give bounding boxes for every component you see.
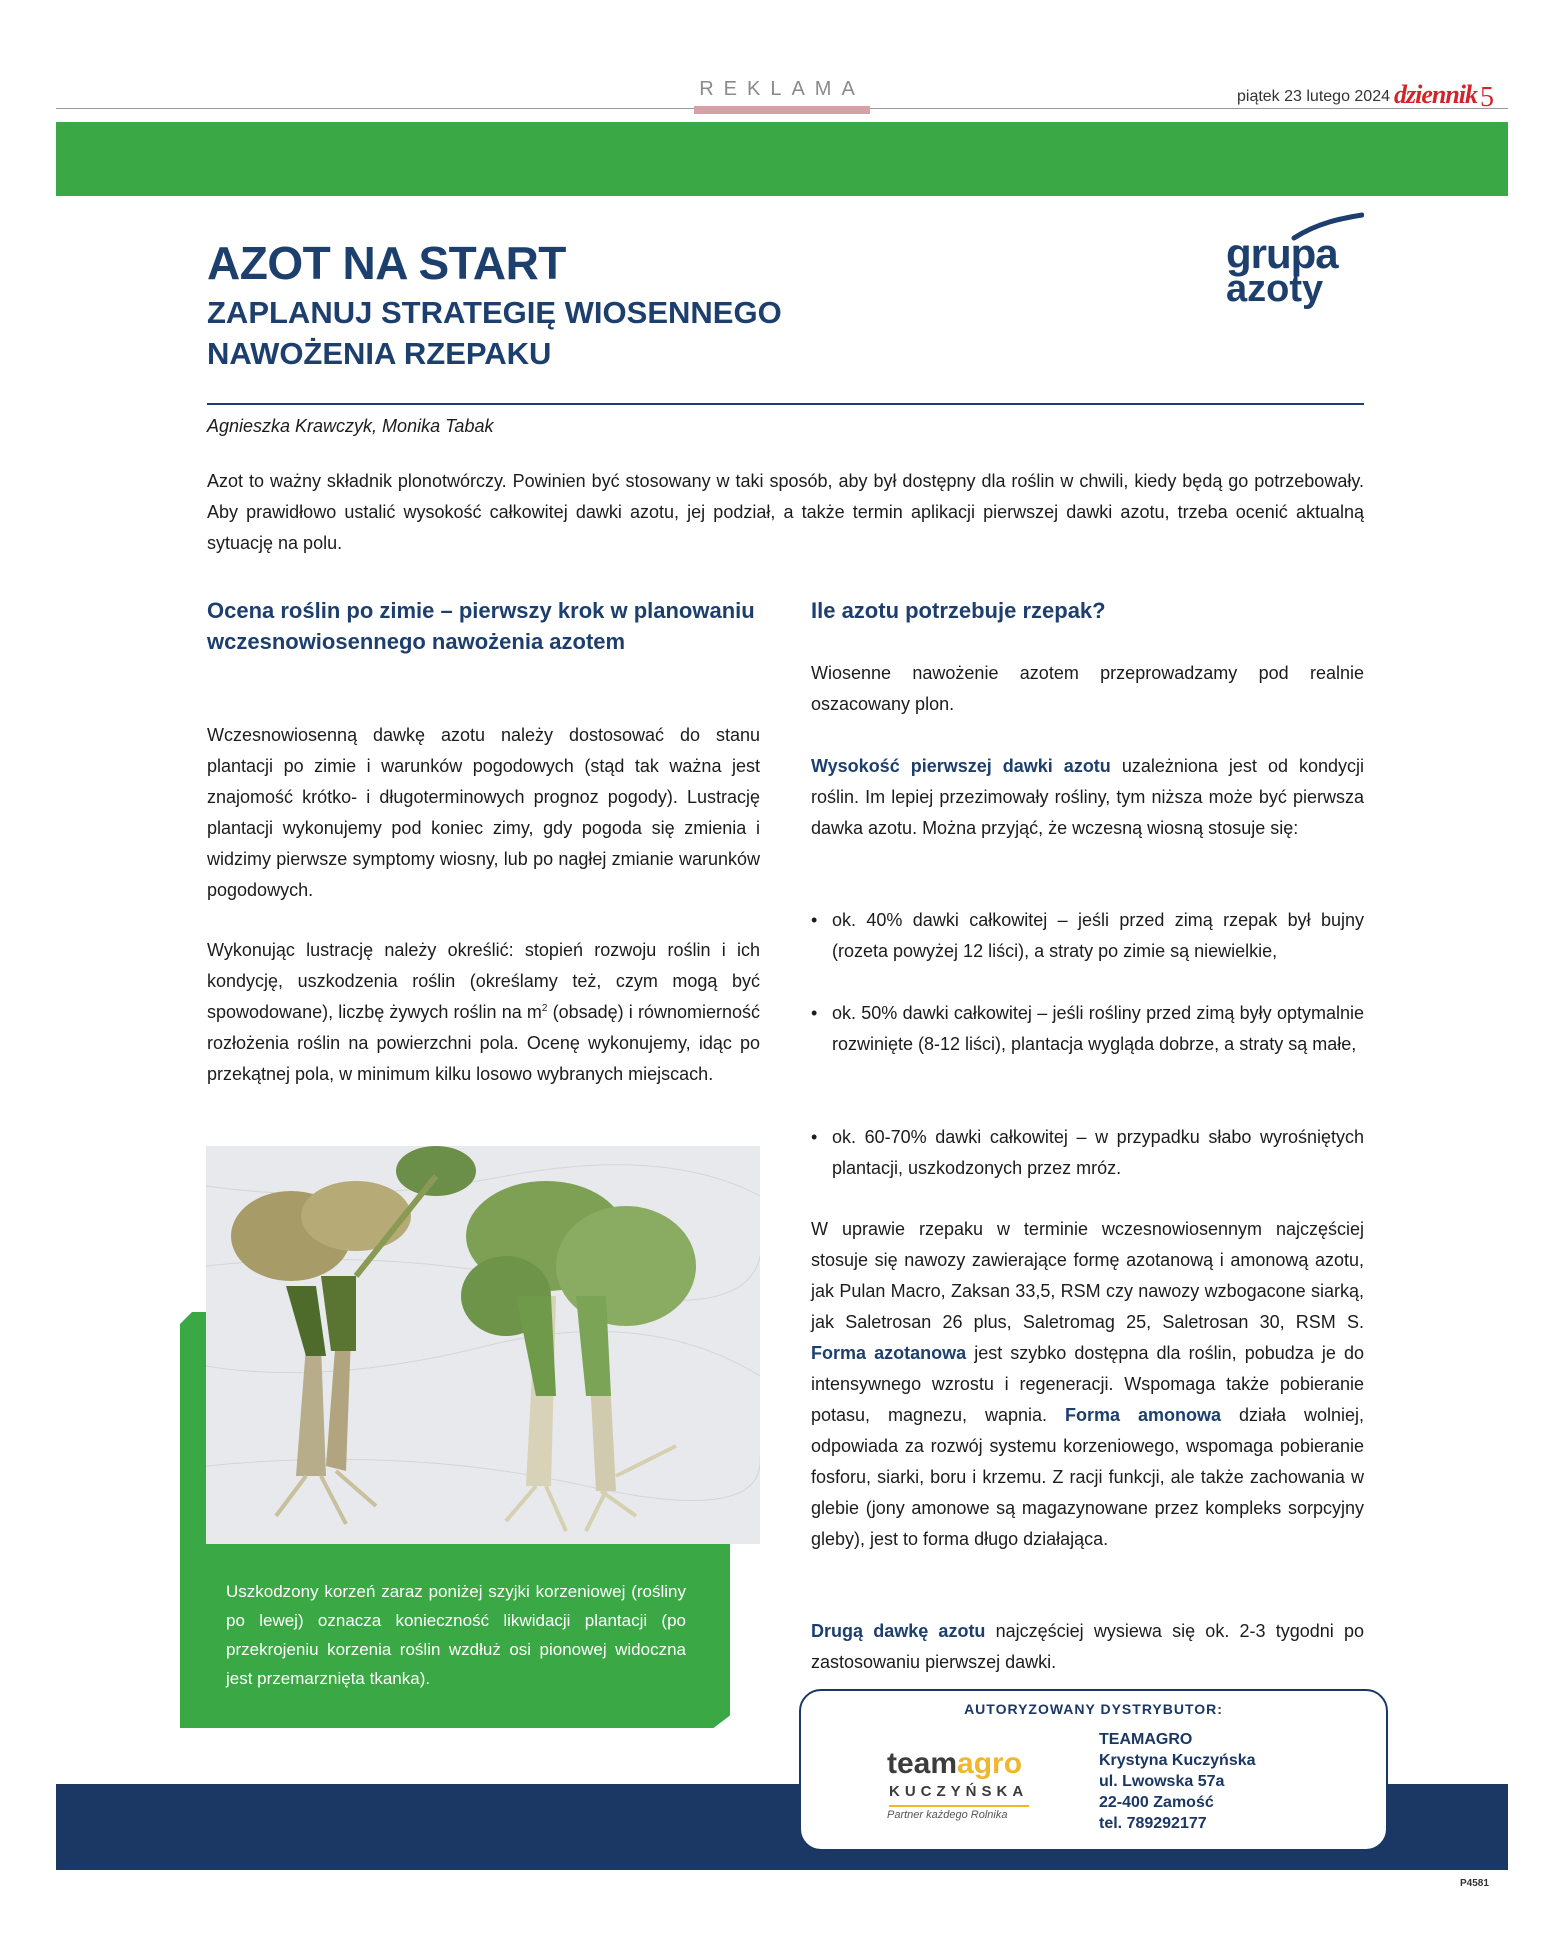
green-banner <box>56 122 1508 196</box>
bullet-dot: • <box>811 1003 818 1023</box>
logo-rule <box>889 1805 1029 1807</box>
p3-text-a: W uprawie rzepaku w terminie wczesnowiosennym najczęściej stosuje się nawozy zawierające formę azotanową i amonową azotu, jak Pulan Macro, Zaksan 33,5, RSM czy nawozy wzbogacone siarką, jak Saletrosan 26 plus, Saletromag 25, Saletrosan 30, RSM S. <box>811 1219 1364 1332</box>
right-paragraph-3 <box>811 1214 1364 1555</box>
ad-code: P4581 <box>1460 1878 1489 1889</box>
logo-text-grupa: grupa <box>1226 230 1338 277</box>
distributor-title: AUTORYZOWANY DYSTRYBUTOR: <box>964 1701 1223 1717</box>
right-paragraph-4 <box>811 1616 1364 1678</box>
newspaper-logo: dziennik <box>1394 80 1478 109</box>
logo-text-azoty: azoty <box>1226 268 1324 310</box>
p2-superscript: 2 <box>541 1003 548 1014</box>
highlight-first-dose: Wysokość pierwszej dawki azotu <box>811 756 1111 776</box>
article-subtitle: ZAPLANUJ STRATEGIĘ WIOSENNEGO NAWOŻENIA RZEPAKU <box>207 295 782 371</box>
logo-kuczynska: KUCZYŃSKA <box>889 1783 1029 1800</box>
page-number: 5 <box>1480 82 1494 113</box>
section-underline <box>694 106 870 114</box>
teamagro-logo <box>887 1747 1037 1827</box>
right-paragraph-1: Wiosenne nawożenie azotem przeprowadzamy pod realnie oszacowany plon. <box>811 663 1364 714</box>
distributor-contact <box>1099 1729 1256 1834</box>
phone: tel. 789292177 <box>1099 1815 1207 1832</box>
left-heading: Ocena roślin po zimie – pierwszy krok w planowaniu wczesnowiosennego nawożenia azotem <box>207 598 755 654</box>
right-paragraph-2 <box>811 751 1364 844</box>
bullet-text: ok. 40% dawki całkowitej – jeśli przed zimą rzepak był bujny (rozeta powyżej 12 liści), a straty po zimie są niewielkie, <box>832 910 1364 961</box>
left-paragraph-2 <box>207 935 760 1090</box>
left-paragraph-1: Wczesnowiosenną dawkę azotu należy dostosować do stanu plantacji po zimie i warunków pogodowych (stąd tak ważna jest znajomość krótko- i długoterminowych prognoz pogody). Lustrację plantacji wykonujemy pod koniec zimy, gdy pogoda się zmienia i widzimy pierwsze symptomy wiosny, lub po nagłej zmianie warunków pogodowych. <box>207 725 760 900</box>
contact-person: Krystyna Kuczyńska <box>1099 1752 1256 1769</box>
section-label: REKLAMA <box>699 78 865 100</box>
bullet-dot: • <box>811 910 818 930</box>
issue-date: piątek 23 lutego 2024 <box>1236 88 1390 105</box>
authors: Agnieszka Krawczyk, Monika Tabak <box>207 416 494 436</box>
distributor-box <box>799 1689 1388 1851</box>
highlight-nitrate-form: Forma azotanowa <box>811 1343 967 1363</box>
company-name: TEAMAGRO <box>1099 1731 1193 1748</box>
rapeseed-roots-photo <box>206 1146 760 1544</box>
p2-rest: uzależniona jest od kondycji roślin. Im lepiej przezimowały rośliny, tym niższa może być pierwsza dawka azotu. Można przyjąć, że wczesną wiosną stosuje się: <box>811 756 1365 838</box>
city: 22-400 Zamość <box>1099 1794 1214 1811</box>
title-rule <box>207 403 1364 405</box>
street-address: ul. Lwowska 57a <box>1099 1773 1225 1790</box>
p2-text-a: Wykonując lustrację należy określić: stopień rozwoju roślin i ich kondycję, uszkodzenia roślin (określamy też, czym mogą być spowodowane), liczbę żywych roślin na m <box>207 940 760 1022</box>
highlight-second-dose: Drugą dawkę azotu <box>811 1621 986 1641</box>
article-title: AZOT NA START <box>207 237 566 289</box>
logo-team: team <box>887 1747 958 1780</box>
bullet-item <box>811 905 1364 967</box>
p3-text-b: jest szybko dostępna dla roślin, pobudza je do intensywnego wzrostu i regeneracji. Wspomaga także pobieranie potasu, magnezu, wapnia. <box>811 1343 1364 1425</box>
highlight-ammonium-form: Forma amonowa <box>1065 1405 1222 1425</box>
p2-text-b: (obsadę) i równomierność rozłożenia roślin na powierzchni pola. Ocenę wykonujemy, idąc po przekątnej pola, w minimum kilku losowo wybranych miejscach. <box>207 1002 760 1084</box>
p4-rest: najczęściej wysiewa się ok. 2-3 tygodni po zastosowaniu pierwszej dawki. <box>811 1621 1365 1672</box>
teamagro-wordmark <box>887 1747 1022 1781</box>
logo-agro: agro <box>957 1747 1023 1780</box>
logo-slogan: Partner każdego Rolnika <box>887 1809 1008 1821</box>
p3-text-c: działa wolniej, odpowiada za rozwój systemu korzeniowego, wspomaga pobieranie fosforu, siarki, boru i krzemu. Z racji funkcji, ale także zachowania w glebie (jony amonowe są magazynowane przez kompleks sorpcyjny gleby), jest to forma długo działająca. <box>811 1405 1365 1549</box>
photo-caption: Uszkodzony korzeń zaraz poniżej szyjki korzeniowej (rośliny po lewej) oznacza konieczność likwidacji plantacji (po przekrojeniu korzenia roślin wzdłuż osi pionowej widoczna jest przemarznięta tkanka). <box>226 1582 686 1688</box>
bullet-dot: • <box>811 1127 818 1147</box>
bullet-item <box>811 998 1364 1060</box>
plant-illustration <box>206 1146 760 1544</box>
right-heading: Ile azotu potrzebuje rzepak? <box>811 598 1106 623</box>
bullet-item <box>811 1122 1364 1184</box>
grupa-azoty-logo <box>1224 212 1364 308</box>
bullet-text: ok. 60-70% dawki całkowitej – w przypadku słabo wyrośniętych plantacji, uszkodzonych przez mróz. <box>832 1127 1364 1178</box>
intro-paragraph: Azot to ważny składnik plonotwórczy. Powinien być stosowany w taki sposób, aby był dostępny dla roślin w chwili, kiedy będą go potrzebowały. Aby prawidłowo ustalić wysokość całkowitej dawki azotu, jej podział, a także termin aplikacji pierwszej dawki azotu, trzeba ocenić aktualną sytuację na polu. <box>207 471 1364 553</box>
bullet-text: ok. 50% dawki całkowitej – jeśli rośliny przed zimą były optymalnie rozwinięte (8-12 liści), plantacja wygląda dobrze, a straty są małe, <box>832 1003 1364 1054</box>
